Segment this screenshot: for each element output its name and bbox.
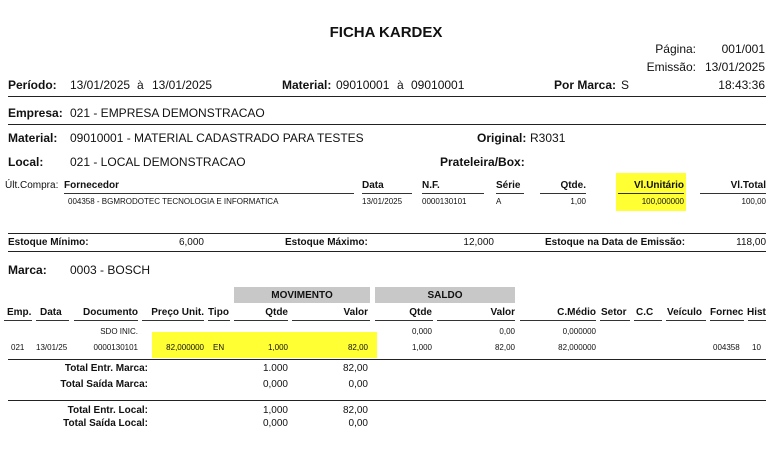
mv-header-saldo-valor: Valor bbox=[490, 307, 515, 318]
emission-label: Emissão: bbox=[646, 60, 696, 74]
total-entr-marca-valor: 82,00 bbox=[342, 363, 368, 374]
mv-row-saldo-qtde: 1,000 bbox=[411, 343, 432, 352]
lp-underline-serie bbox=[496, 193, 524, 194]
emission-value: 13/01/2025 bbox=[704, 60, 765, 74]
period-from: 13/01/2025 bbox=[70, 78, 131, 92]
mv-initial-cmedio: 0,000000 bbox=[562, 327, 596, 336]
mv-row-tipo: EN bbox=[213, 343, 225, 352]
lp-qtde: 1,00 bbox=[570, 197, 586, 206]
stock-min-label: Estoque Mínimo: bbox=[8, 237, 89, 248]
mv-header-documento: Documento bbox=[83, 307, 138, 318]
lp-header-vl-unitario: Vl.Unitário bbox=[633, 180, 684, 191]
mv-header-setor: Setor bbox=[601, 307, 627, 318]
total-entr-local-qtde: 1,000 bbox=[262, 405, 288, 416]
mv-row-preco-unit: 82,000000 bbox=[166, 343, 204, 352]
stock-min-value: 6,000 bbox=[178, 237, 204, 248]
lp-nf: 0000130101 bbox=[422, 197, 467, 206]
original-label: Original: bbox=[477, 131, 527, 145]
mv-underline-fornec bbox=[710, 320, 744, 321]
mv-underline-preco bbox=[142, 320, 204, 321]
saldo-group-label: SALDO bbox=[427, 290, 463, 301]
mv-row-hist: 10 bbox=[752, 343, 761, 352]
company-label: Empresa: bbox=[8, 106, 63, 120]
local-label: Local: bbox=[8, 155, 44, 169]
mv-header-qtde: Qtde bbox=[265, 307, 288, 318]
material-range-label: Material: bbox=[282, 78, 332, 92]
stock-divider-bottom bbox=[8, 251, 766, 252]
total-saida-local-qtde: 0,000 bbox=[262, 418, 288, 429]
mv-row-saldo-valor: 82,00 bbox=[494, 343, 515, 352]
totals-divider-local bbox=[8, 400, 766, 401]
lp-underline-nf bbox=[422, 193, 484, 194]
mv-initial-saldo-qtde: 0,000 bbox=[411, 327, 432, 336]
lp-underline-qtde bbox=[540, 193, 586, 194]
mv-underline-veiculo bbox=[666, 320, 706, 321]
lp-header-data: Data bbox=[362, 180, 384, 191]
material-range-sep: à bbox=[397, 78, 404, 92]
material-range-to: 09010001 bbox=[411, 78, 465, 92]
lp-header-serie: Série bbox=[496, 180, 521, 191]
total-saida-marca-qtde: 0,000 bbox=[262, 379, 288, 390]
lp-data: 13/01/2025 bbox=[362, 197, 403, 206]
lp-header-qtde: Qtde. bbox=[560, 180, 586, 191]
mv-header-fornec: Fornec bbox=[710, 307, 744, 318]
shelf-label: Prateleira/Box: bbox=[440, 155, 525, 169]
mv-row-documento: 0000130101 bbox=[93, 343, 138, 352]
mv-row-emp: 021 bbox=[11, 343, 25, 352]
print-time: 18:43:36 bbox=[718, 78, 765, 92]
por-marca-value: S bbox=[621, 78, 630, 92]
original-value: R3031 bbox=[530, 131, 566, 145]
mv-header-emp: Emp. bbox=[7, 307, 32, 318]
mv-underline-cmedio bbox=[520, 320, 596, 321]
lp-header-vl-total: Vl.Total bbox=[730, 180, 766, 191]
report-title: FICHA KARDEX bbox=[329, 24, 443, 41]
mv-header-preco-unit: Preço Unit. bbox=[151, 307, 204, 318]
totals-divider-brand bbox=[8, 359, 766, 360]
last-purchase-label: Últ.Compra: bbox=[5, 180, 59, 191]
mv-initial-documento: SDO INIC. bbox=[100, 327, 138, 336]
mv-header-cc: C.C bbox=[636, 307, 654, 318]
page-value: 001/001 bbox=[721, 42, 765, 56]
mv-row-data: 13/01/25 bbox=[36, 343, 68, 352]
mv-header-hist: Hist bbox=[747, 307, 766, 318]
mv-underline-cc bbox=[634, 320, 662, 321]
mv-underline-hist bbox=[748, 320, 766, 321]
total-entr-marca-label: Total Entr. Marca: bbox=[64, 363, 148, 374]
stock-max-label: Estoque Máximo: bbox=[285, 237, 368, 248]
mv-header-valor: Valor bbox=[343, 307, 368, 318]
total-entr-local-valor: 82,00 bbox=[342, 405, 368, 416]
company-divider bbox=[8, 124, 766, 125]
period-label: Período: bbox=[8, 78, 57, 92]
stock-emission-label: Estoque na Data de Emissão: bbox=[545, 237, 686, 248]
company-value: 021 - EMPRESA DEMONSTRACAO bbox=[70, 106, 265, 120]
mv-row-qtde: 1,000 bbox=[267, 343, 288, 352]
mv-underline-emp bbox=[4, 320, 32, 321]
lp-header-nf: N.F. bbox=[422, 180, 440, 191]
lp-vl-unitario: 100,000000 bbox=[641, 197, 684, 206]
total-saida-local-label: Total Saída Local: bbox=[63, 418, 148, 429]
lp-underline-fornecedor bbox=[64, 193, 354, 194]
mv-underline-valor bbox=[292, 320, 370, 321]
total-entr-marca-qtde: 1.000 bbox=[262, 363, 288, 374]
lp-fornecedor: 004358 - BGMRODOTEC TECNOLOGIA E INFORMATICA bbox=[68, 197, 279, 206]
lp-underline-data bbox=[362, 193, 412, 194]
mv-underline-data bbox=[36, 320, 69, 321]
stock-emission-value: 118,00 bbox=[736, 237, 766, 248]
mv-row-fornec: 004358 bbox=[713, 343, 740, 352]
lp-vl-total: 100,00 bbox=[741, 197, 766, 206]
mv-row-valor: 82,00 bbox=[347, 343, 368, 352]
lp-underline-vl-unitario bbox=[618, 193, 684, 194]
lp-serie: A bbox=[496, 197, 502, 206]
mv-underline-documento bbox=[74, 320, 138, 321]
brand-value: 0003 - BOSCH bbox=[70, 263, 151, 277]
local-value: 021 - LOCAL DEMONSTRACAO bbox=[70, 155, 246, 169]
mv-underline-qtde bbox=[234, 320, 288, 321]
page-label: Página: bbox=[655, 42, 696, 56]
total-saida-local-valor: 0,00 bbox=[348, 418, 368, 429]
mv-row-cmedio: 82,000000 bbox=[558, 343, 596, 352]
mv-header-veiculo: Veículo bbox=[667, 307, 703, 318]
stock-divider-top bbox=[8, 233, 766, 234]
mv-underline-tipo bbox=[208, 320, 230, 321]
mv-header-data: Data bbox=[40, 307, 62, 318]
total-entr-local-label: Total Entr. Local: bbox=[67, 405, 148, 416]
material-value: 09010001 - MATERIAL CADASTRADO PARA TESTES bbox=[70, 131, 364, 145]
por-marca-label: Por Marca: bbox=[554, 78, 617, 92]
brand-label: Marca: bbox=[8, 263, 47, 277]
movimento-group-label: MOVIMENTO bbox=[271, 290, 333, 301]
stock-max-value: 12,000 bbox=[463, 237, 494, 248]
period-sep: à bbox=[137, 78, 144, 92]
total-saida-marca-label: Total Saída Marca: bbox=[60, 379, 148, 390]
mv-header-cmedio: C.Médio bbox=[557, 307, 596, 318]
mv-header-saldo-qtde: Qtde bbox=[409, 307, 432, 318]
material-label: Material: bbox=[8, 131, 58, 145]
lp-underline-vl-total bbox=[700, 193, 766, 194]
mv-underline-setor bbox=[600, 320, 630, 321]
lp-header-fornecedor: Fornecedor bbox=[64, 180, 120, 191]
mv-underline-saldo-qtde bbox=[375, 320, 433, 321]
mv-header-tipo: Tipo bbox=[208, 307, 229, 318]
mv-initial-saldo-valor: 0,00 bbox=[499, 327, 515, 336]
header-divider bbox=[8, 96, 766, 97]
mv-underline-saldo-valor bbox=[437, 320, 515, 321]
material-range-from: 09010001 bbox=[336, 78, 390, 92]
period-to: 13/01/2025 bbox=[152, 78, 213, 92]
total-saida-marca-valor: 0,00 bbox=[348, 379, 368, 390]
